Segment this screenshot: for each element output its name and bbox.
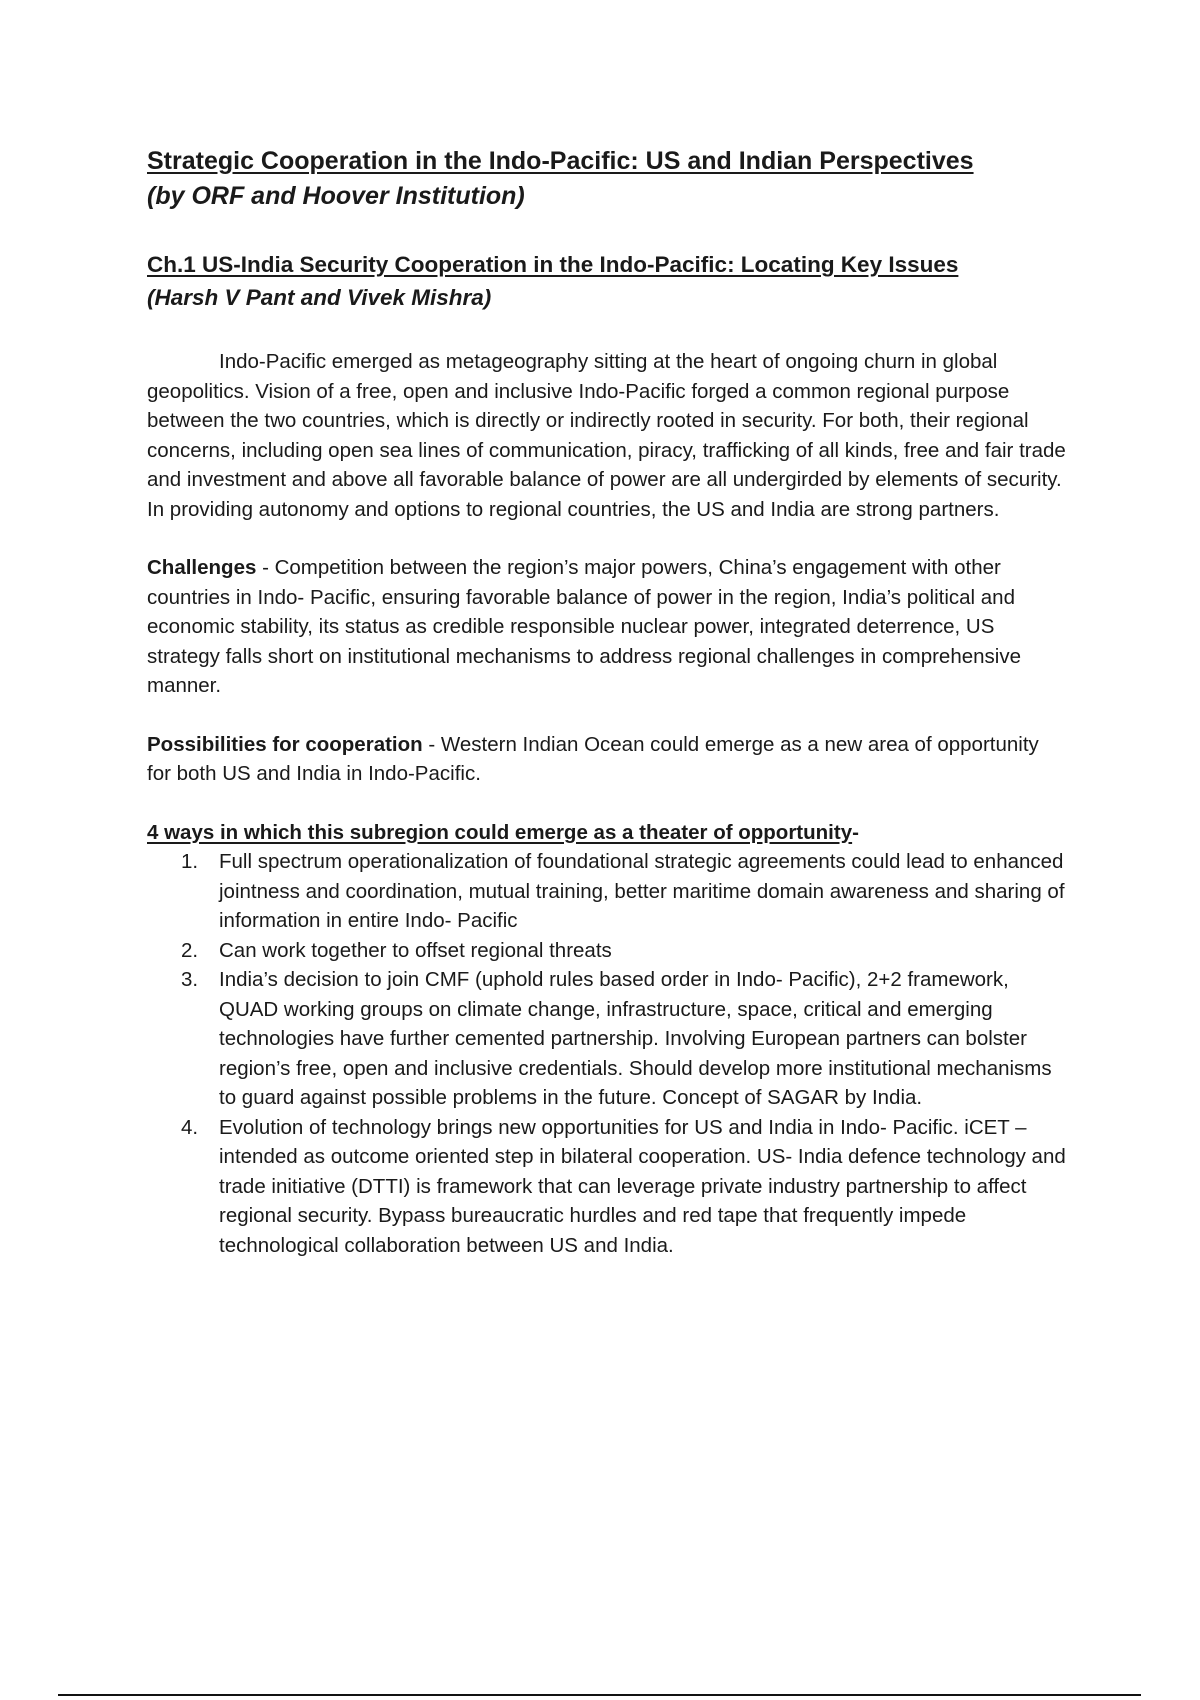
list-item	[147, 1113, 1067, 1261]
chapter-heading	[147, 248, 1067, 314]
ways-heading	[147, 818, 1067, 848]
challenges-text: - Competition between the region’s major powers, China’s engagement with other countries in Indo- Pacific, ensuring favorable balance of power in the region, India’s political and economic stability, its status as credible responsible nuclear power, integrated deterrence, US strategy falls short on institutional mechanisms to address regional challenges in comprehensive manner.	[147, 556, 1021, 697]
chapter-authors: (Harsh V Pant and Vivek Mishra)	[147, 285, 492, 310]
list-item	[147, 936, 1067, 966]
ways-heading-text: 4 ways in which this subregion could emerge as a theater of opportunity	[147, 820, 853, 844]
intro-paragraph: Indo-Pacific emerged as metageography sitting at the heart of ongoing churn in global geopolitics. Vision of a free, open and inclusive Indo-Pacific forged a common regional purpose between the two countries, which is directly or indirectly rooted in security. For both, their regional concerns, including open sea lines of communication, piracy, trafficking of all kinds, free and fair trade and investment and above all favorable balance of power are all undergirded by elements of security. In providing autonomy and options to regional countries, the US and India are strong partners.	[147, 350, 1066, 521]
list-item-number: 1.	[181, 850, 199, 873]
list-item-number: 4.	[181, 1115, 199, 1139]
footer-divider	[58, 1694, 1141, 1696]
ways-list	[147, 847, 1067, 1260]
document-title-text: Strategic Cooperation in the Indo-Pacific: US and Indian Perspectives	[147, 147, 974, 175]
list-item-number: 2.	[181, 938, 199, 962]
challenges-paragraph	[147, 553, 1067, 701]
possibilities-label: Possibilities for cooperation	[147, 732, 423, 756]
list-item-number: 3.	[181, 968, 199, 991]
chapter-title: Ch.1 US-India Security Cooperation in the Indo-Pacific: Locating Key Issues	[147, 252, 959, 277]
list-item-text: Evolution of technology brings new opportunities for US and India in Indo- Pacific. iCET – intended as outcome oriented step in bilateral cooperation. US- India defence technology and trade initiative (DTTI) is framework that can leverage private industry partnership to affect regional security. Bypass bureaucratic hurdles and red tape that frequently impede technological collaboration between US and India.	[219, 1115, 1066, 1257]
list-item-text: Can work together to offset regional threats	[219, 938, 612, 962]
list-item-text: India’s decision to join CMF (uphold rules based order in Indo- Pacific), 2+2 framework, QUAD working groups on climate change, infrastructure, space, critical and emerging technologies have further cemented partnership. Involving European partners can bolster region’s free, open and inclusive credentials. Should develop more institutional mechanisms to guard against possible problems in the future. Concept of SAGAR by India.	[219, 968, 1052, 1109]
document-title	[147, 144, 1067, 214]
list-item	[147, 965, 1067, 1113]
document-page	[147, 144, 1067, 1260]
possibilities-paragraph	[147, 730, 1067, 789]
ways-heading-suffix: -	[852, 820, 859, 844]
list-item-text: Full spectrum operationalization of foundational strategic agreements could lead to enhanced jointness and coordination, mutual training, better maritime domain awareness and sharing of information in entire Indo- Pacific	[219, 850, 1065, 932]
challenges-label: Challenges	[147, 556, 257, 579]
list-item	[147, 847, 1067, 936]
document-byline: (by ORF and Hoover Institution)	[147, 182, 525, 210]
possibilities-text: - Western Indian Ocean could emerge as a new area of opportunity for both US and India in Indo-Pacific.	[147, 732, 1039, 785]
